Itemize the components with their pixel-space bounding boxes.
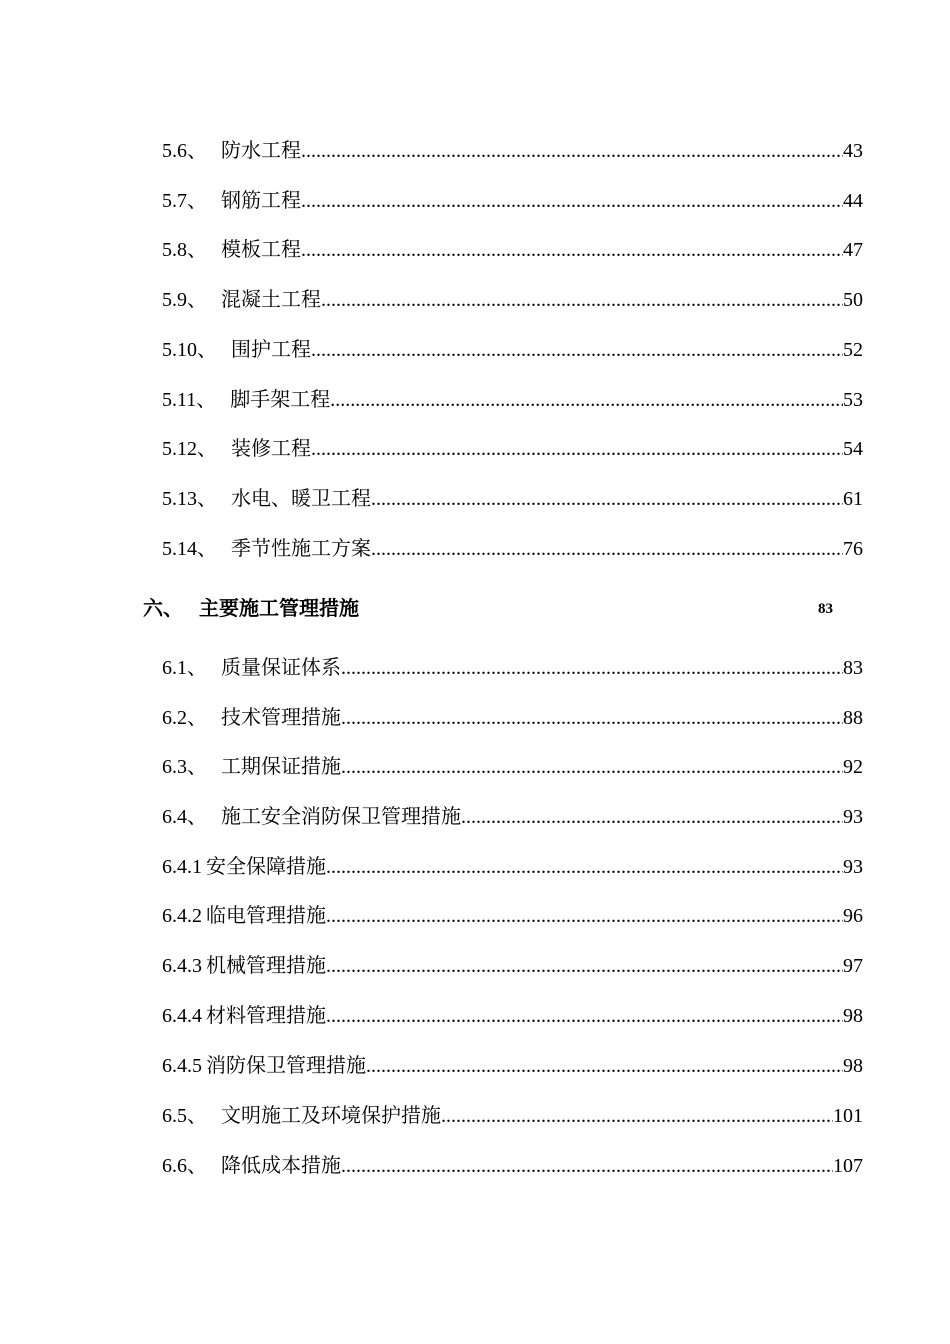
- dot-leader: [311, 334, 843, 366]
- entry-separator: 、: [187, 140, 207, 162]
- entry-separator: 、: [187, 756, 207, 778]
- entry-title: 材料管理措施: [206, 1005, 326, 1027]
- entry-page-number: 96: [843, 905, 863, 927]
- entry-number: 6.3: [162, 756, 187, 778]
- toc-chapter-heading[interactable]: [143, 593, 843, 625]
- dot-leader: [330, 384, 843, 416]
- entry-title: 降低成本措施: [221, 1155, 341, 1177]
- entry-number: 6.5: [162, 1105, 187, 1127]
- entry-title: 装修工程: [231, 438, 311, 460]
- entry-title: 围护工程: [231, 339, 311, 361]
- entry-separator: 、: [187, 1155, 207, 1177]
- chapter-separator: 、: [163, 598, 183, 620]
- dot-leader: [326, 900, 843, 932]
- entry-number: 5.11: [162, 389, 197, 411]
- entry-number: 5.14: [162, 538, 197, 560]
- toc-entry[interactable]: [162, 185, 863, 217]
- entry-number: 5.13: [162, 488, 197, 510]
- entry-number: 5.6: [162, 140, 187, 162]
- entry-title: 水电、暖卫工程: [231, 488, 371, 510]
- toc-entry[interactable]: [162, 702, 863, 734]
- dot-leader: [441, 1100, 833, 1132]
- entry-title: 质量保证体系: [221, 657, 341, 679]
- entry-number: 5.8: [162, 239, 187, 261]
- entry-separator: 、: [197, 438, 217, 460]
- entry-title: 钢筋工程: [221, 190, 301, 212]
- dot-leader: [321, 284, 843, 316]
- entry-page-number: 76: [843, 538, 863, 560]
- toc-entry[interactable]: [162, 652, 863, 684]
- entry-page-number: 44: [843, 190, 863, 212]
- entry-separator: 、: [187, 289, 207, 311]
- dot-leader: [311, 433, 843, 465]
- chapter-page-number: 83: [818, 601, 833, 617]
- entry-title: 文明施工及环境保护措施: [221, 1105, 441, 1127]
- entry-separator: 、: [197, 538, 217, 560]
- dot-leader: [301, 185, 843, 217]
- dot-leader: [326, 950, 843, 982]
- entry-page-number: 54: [843, 438, 863, 460]
- entry-page-number: 43: [843, 140, 863, 162]
- entry-page-number: 107: [833, 1155, 863, 1177]
- toc-entry[interactable]: [162, 334, 863, 366]
- entry-separator: 、: [187, 657, 207, 679]
- dot-leader: [341, 652, 843, 684]
- entry-separator: 、: [197, 339, 217, 361]
- entry-page-number: 98: [843, 1055, 863, 1077]
- entry-number: 6.2: [162, 707, 187, 729]
- entry-page-number: 50: [843, 289, 863, 311]
- entry-title: 混凝土工程: [221, 289, 321, 311]
- toc-entry[interactable]: [162, 1000, 863, 1032]
- entry-number: 6.4: [162, 806, 187, 828]
- entry-title: 临电管理措施: [206, 905, 326, 927]
- dot-leader: [341, 1150, 833, 1182]
- entry-page-number: 97: [843, 955, 863, 977]
- entry-separator: 、: [196, 389, 217, 411]
- entry-page-number: 83: [843, 657, 863, 679]
- entry-number: 6.4.2: [162, 905, 202, 927]
- dot-leader: [371, 483, 843, 515]
- chapter-number: 六: [143, 598, 163, 620]
- toc-entry[interactable]: [162, 851, 863, 883]
- dot-leader: [371, 533, 843, 565]
- entry-page-number: 88: [843, 707, 863, 729]
- entry-page-number: 92: [843, 756, 863, 778]
- dot-leader: [326, 851, 843, 883]
- entry-page-number: 52: [843, 339, 863, 361]
- entry-title: 施工安全消防保卫管理措施: [221, 806, 461, 828]
- entry-number: 6.1: [162, 657, 187, 679]
- entry-page-number: 98: [843, 1005, 863, 1027]
- entry-separator: 、: [187, 806, 207, 828]
- entry-title: 机械管理措施: [206, 955, 326, 977]
- entry-number: 6.4.3: [162, 955, 202, 977]
- toc-entry[interactable]: [162, 1150, 863, 1182]
- entry-separator: 、: [187, 239, 207, 261]
- entry-separator: 、: [187, 190, 207, 212]
- dot-leader: [301, 234, 843, 266]
- entry-page-number: 101: [833, 1105, 863, 1127]
- dot-leader: [301, 135, 843, 167]
- toc-entry[interactable]: [162, 801, 863, 833]
- entry-page-number: 47: [843, 239, 863, 261]
- entry-title: 安全保障措施: [206, 856, 326, 878]
- entry-title: 消防保卫管理措施: [206, 1055, 366, 1077]
- dot-leader: [326, 1000, 843, 1032]
- toc-entry[interactable]: [162, 900, 863, 932]
- entry-separator: 、: [197, 488, 217, 510]
- toc-entry[interactable]: [162, 1100, 863, 1132]
- entry-number: 5.10: [162, 339, 197, 361]
- entry-title: 模板工程: [221, 239, 301, 261]
- toc-entry[interactable]: [162, 135, 863, 167]
- entry-separator: 、: [187, 707, 207, 729]
- entry-title: 防水工程: [221, 140, 301, 162]
- entry-number: 6.6: [162, 1155, 187, 1177]
- entry-number: 6.4.1: [162, 856, 202, 878]
- entry-number: 5.9: [162, 289, 187, 311]
- entry-number: 5.7: [162, 190, 187, 212]
- toc-entry[interactable]: [162, 483, 863, 515]
- entry-number: 6.4.4: [162, 1005, 202, 1027]
- entry-number: 6.4.5: [162, 1055, 202, 1077]
- dot-leader: [341, 751, 843, 783]
- toc-entry[interactable]: [162, 533, 863, 565]
- toc-entry[interactable]: [162, 284, 863, 316]
- toc-entry[interactable]: [162, 234, 863, 266]
- entry-page-number: 53: [843, 389, 863, 411]
- toc-entry[interactable]: [162, 751, 863, 783]
- entry-title: 脚手架工程: [230, 389, 331, 411]
- entry-title: 季节性施工方案: [231, 538, 371, 560]
- toc-entry[interactable]: [162, 433, 863, 465]
- toc-entry[interactable]: [162, 950, 863, 982]
- dot-leader: [461, 801, 843, 833]
- entry-page-number: 93: [843, 806, 863, 828]
- entry-number: 5.12: [162, 438, 197, 460]
- entry-page-number: 93: [843, 856, 863, 878]
- chapter-title: 主要施工管理措施: [199, 598, 359, 620]
- dot-leader: [341, 702, 843, 734]
- entry-page-number: 61: [843, 488, 863, 510]
- entry-separator: 、: [187, 1105, 207, 1127]
- entry-title: 工期保证措施: [221, 756, 341, 778]
- entry-title: 技术管理措施: [221, 707, 341, 729]
- toc-entry[interactable]: [162, 384, 863, 416]
- dot-leader: [366, 1050, 843, 1082]
- toc-entry[interactable]: [162, 1050, 863, 1082]
